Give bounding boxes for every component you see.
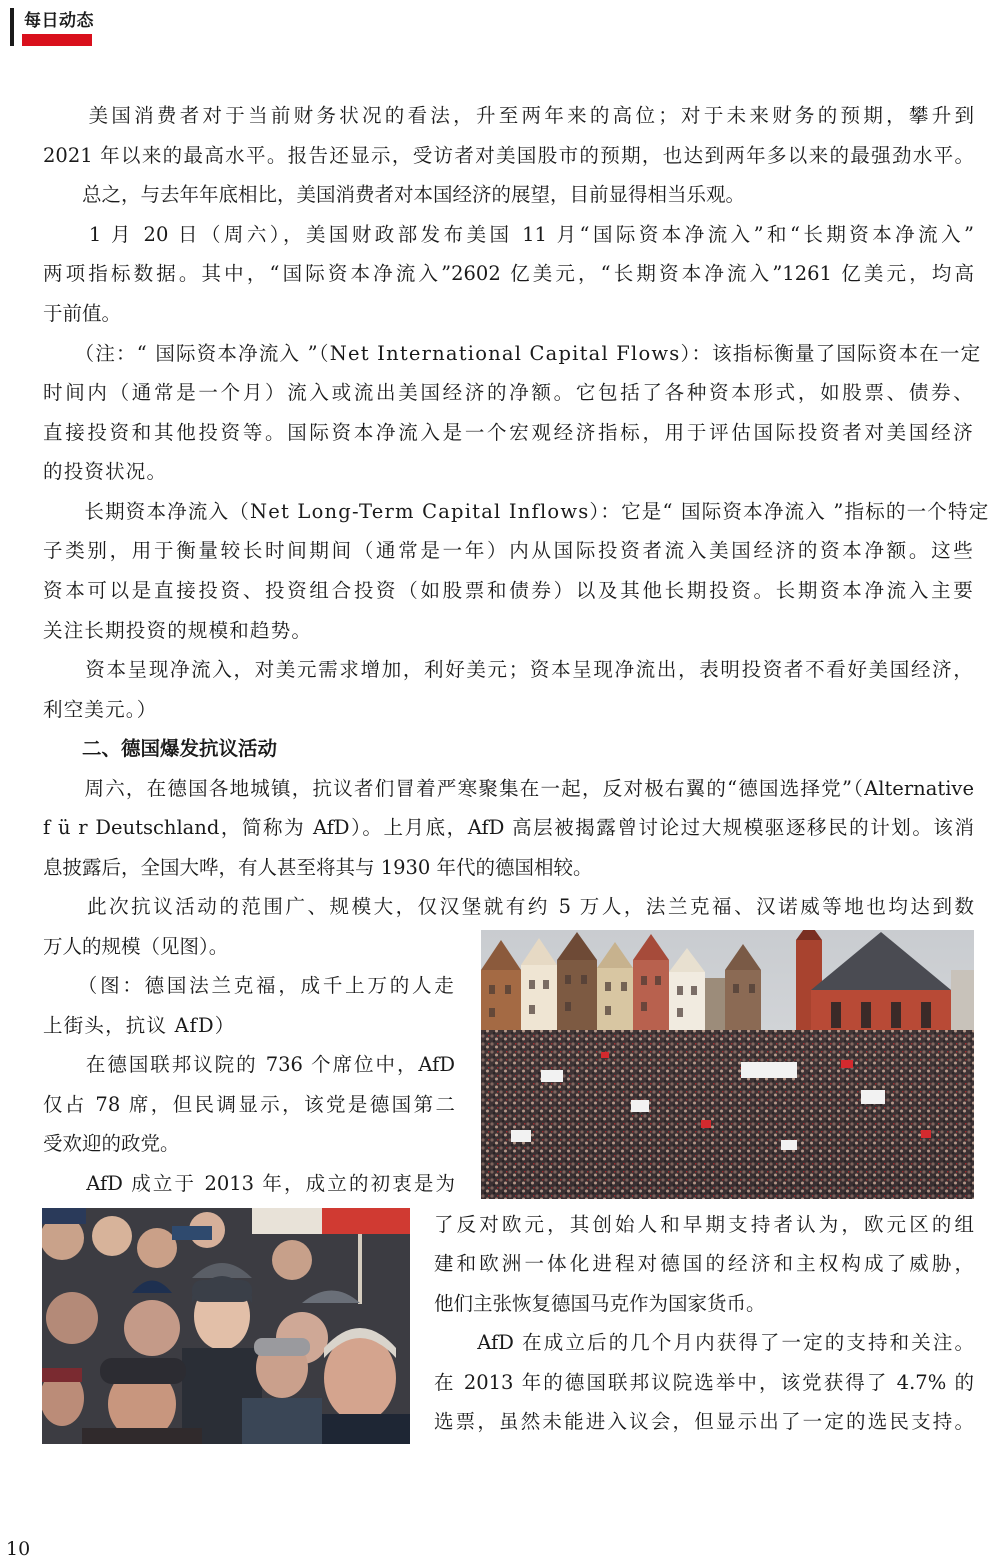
body-line: 周六，在德国各地城镇，抗议者们冒着严寒聚集在一起，反对极右翼的“德国选择党”（Alternative xyxy=(43,777,974,800)
caption-line: （图：德国法兰克福，成千上万的人走 xyxy=(43,974,455,997)
body-line: 仅占 78 席，但民调显示，该党是德国第二 xyxy=(43,1093,455,1116)
body-line: 建和欧洲一体化进程对德国的经济和主权构成了威胁， xyxy=(434,1252,974,1275)
section-title: 每日动态 xyxy=(24,11,94,31)
caption-line: 上街头，抗议 AfD） xyxy=(43,1014,236,1037)
body-line: 1 月 20 日（周六），美国财政部发布美国 11 月“国际资本净流入”和“长期资本净流入” xyxy=(43,223,974,246)
body-line: AfD 成立于 2013 年，成立的初衷是为 xyxy=(43,1172,455,1195)
body-line: 2021 年以来的最高水平。报告还显示，受访者对美国股市的预期，也达到两年多以来的最强劲水平。 xyxy=(43,144,974,167)
body-line: 美国消费者对于当前财务状况的看法，升至两年来的高位；对于未来财务的预期，攀升到 xyxy=(43,104,974,127)
section-heading: 二、德国爆发抗议活动 xyxy=(43,737,278,760)
body-line: 受欢迎的政党。 xyxy=(43,1132,180,1155)
body-line: 在德国联邦议院的 736 个席位中，AfD xyxy=(43,1053,455,1076)
note-line: 子类别，用于衡量较长时间期间（通常是一年）内从国际投资者流入美国经济的资本净额。这些 xyxy=(43,539,974,562)
body-line: 总之，与去年年底相比，美国消费者对本国经济的展望，目前显得相当乐观。 xyxy=(43,183,746,206)
note-line: 直接投资和其他投资等。国际资本净流入是一个宏观经济指标，用于评估国际投资者对美国经济 xyxy=(43,421,974,444)
body-line: 于前值。 xyxy=(43,302,122,325)
note-line: 利空美元。） xyxy=(43,698,158,721)
body-line: 息披露后，全国大哗，有人甚至将其与 1930 年代的德国相较。 xyxy=(43,856,593,879)
body-line: 他们主张恢复德国马克作为国家货币。 xyxy=(434,1292,766,1315)
body-line: 万人的规模（见图）。 xyxy=(43,935,229,958)
body-line: 在 2013 年的德国联邦议院选举中，该党获得了 4.7% 的 xyxy=(434,1371,974,1394)
body-line: 此次抗议活动的范围广、规模大，仅汉堡就有约 5 万人，法兰克福、汉诺威等地也均达到数 xyxy=(43,895,974,918)
note-line: 长期资本净流入（Net Long-Term Capital Inflows）：它是“ 国际资本净流入 ”指标的一个特定 xyxy=(43,500,990,523)
note-line: 资本呈现净流入，对美元需求增加，利好美元；资本呈现净流出，表明投资者不看好美国经济， xyxy=(43,658,974,681)
note-line: 资本可以是直接投资、投资组合投资（如股票和债券）以及其他长期投资。长期资本净流入主要 xyxy=(43,579,974,602)
note-line: 时间内（通常是一个月）流入或流出美国经济的净额。它包括了各种资本形式，如股票、债券、 xyxy=(43,381,974,404)
body-line: 选票，虽然未能进入议会，但显示出了一定的选民支持。 xyxy=(434,1410,974,1433)
page-number: 10 xyxy=(6,1538,31,1560)
note-line: （注：“ 国际资本净流入 ”（Net International Capital Flows）：该指标衡量了国际资本在一定 xyxy=(43,342,982,365)
body-line: AfD 在成立后的几个月内获得了一定的支持和关注。 xyxy=(434,1331,974,1354)
body-line: 了反对欧元，其创始人和早期支持者认为，欧元区的组 xyxy=(434,1213,974,1236)
section-underline xyxy=(22,34,92,46)
note-line: 的投资状况。 xyxy=(43,460,168,483)
header-bar xyxy=(10,8,14,46)
protest-crowd-closeup-photo xyxy=(42,1208,410,1444)
note-line: 关注长期投资的规模和趋势。 xyxy=(43,619,313,642)
protest-square-photo xyxy=(481,930,974,1199)
body-line: f ü r Deutschland，简称为 AfD）。上月底，AfD 高层被揭露曾讨论过大规模驱逐移民的计划。该消 xyxy=(43,816,974,839)
body-line: 两项指标数据。其中，“国际资本净流入”2602 亿美元，“长期资本净流入”1261 亿美元，均高 xyxy=(43,262,974,285)
